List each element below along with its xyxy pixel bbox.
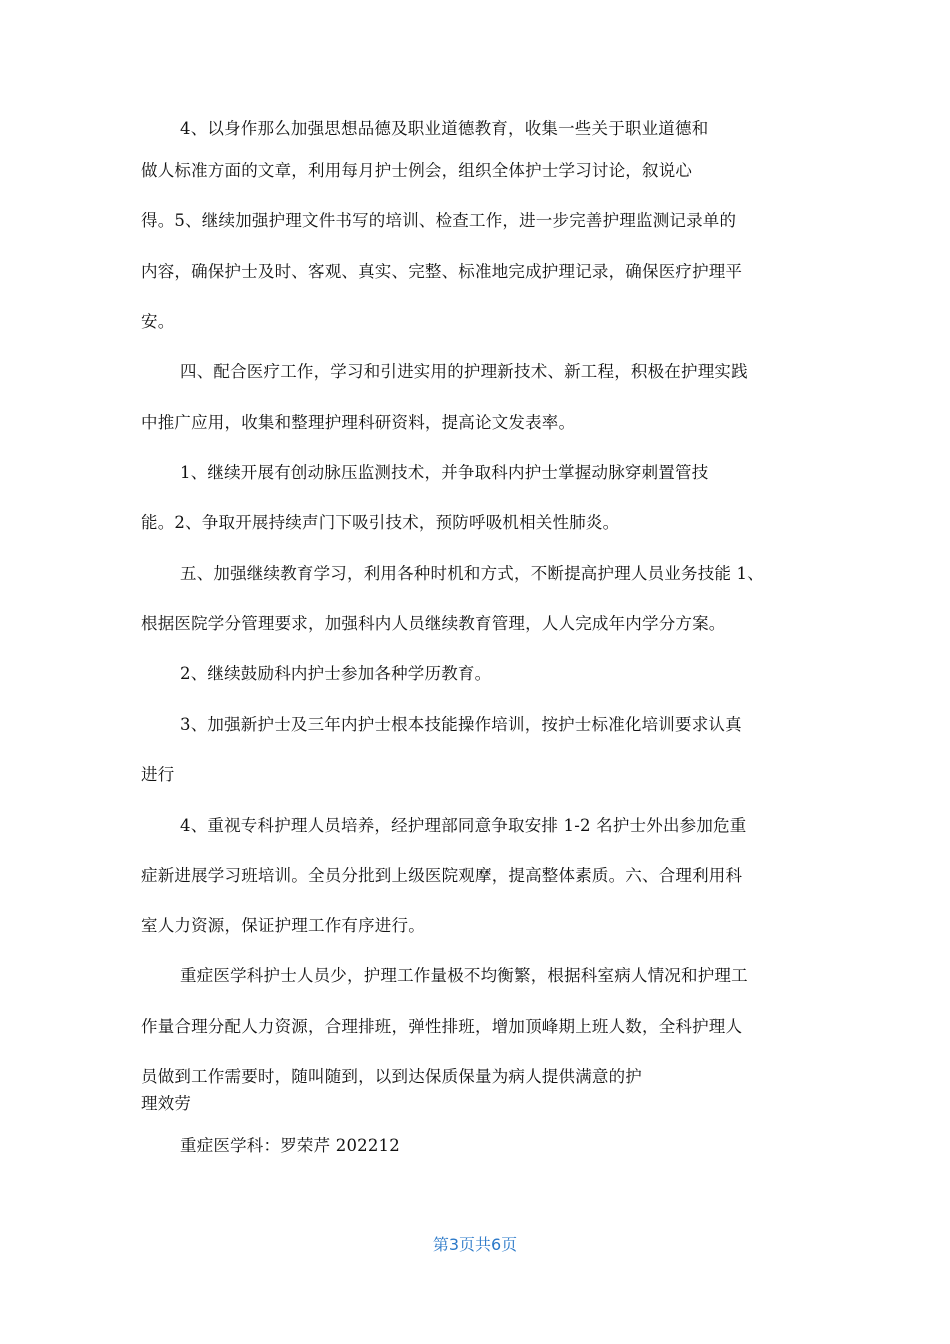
paragraph-line: 作量合理分配人力资源，合理排班，弹性排班，增加顶峰期上班人数，全科护理人	[141, 1017, 743, 1036]
signature-line: 重症医学科：罗荣芹 202212	[180, 1136, 400, 1155]
paragraph-line: 室人力资源，保证护理工作有序进行。	[141, 916, 425, 935]
paragraph-line: 重症医学科护士人员少，护理工作量极不均衡繁，根据科室病人情况和护理工	[180, 966, 748, 985]
paragraph-line: 员做到工作需要时，随叫随到，以到达保质保量为病人提供满意的护	[141, 1067, 642, 1086]
paragraph-line: 根据医院学分管理要求，加强科内人员继续教育管理，人人完成年内学分方案。	[141, 614, 726, 633]
paragraph-line: 症新进展学习班培训。全员分批到上级医院观摩，提高整体素质。六、合理利用科	[141, 866, 743, 885]
paragraph-line: 进行	[141, 765, 175, 784]
paragraph-line: 做人标准方面的文章，利用每月护士例会，组织全体护士学习讨论，叙说心	[141, 161, 693, 180]
section-heading-line: 五、加强继续教育学习，利用各种时机和方式，不断提高护理人员业务技能 1、	[180, 564, 764, 583]
paragraph-line: 理效劳	[141, 1094, 192, 1113]
paragraph-line: 4、以身作那么加强思想品德及职业道德教育，收集一些关于职业道德和	[180, 119, 709, 138]
page-number: 第3页共6页	[432, 1235, 518, 1254]
paragraph-line: 内容，确保护士及时、客观、真实、完整、标准地完成护理记录，确保医疗护理平	[141, 262, 743, 281]
paragraph-line: 3、加强新护士及三年内护士根本技能操作培训，按护士标准化培训要求认真	[180, 715, 742, 734]
paragraph-line: 中推广应用，收集和整理护理科研资料，提高论文发表率。	[141, 413, 576, 432]
paragraph-line: 1、继续开展有创动脉压监测技术，并争取科内护士掌握动脉穿刺置管技	[180, 463, 709, 482]
paragraph-line: 得。5、继续加强护理文件书写的培训、检查工作，进一步完善护理监测记录单的	[141, 211, 737, 230]
section-heading-line: 四、配合医疗工作，学习和引进实用的护理新技术、新工程，积极在护理实践	[180, 362, 748, 381]
paragraph-line: 4、重视专科护理人员培养，经护理部同意争取安排 1-2 名护士外出参加危重	[180, 816, 747, 835]
paragraph-line: 安。	[141, 312, 175, 331]
paragraph-line: 能。2、争取开展持续声门下吸引技术，预防呼吸机相关性肺炎。	[141, 513, 620, 532]
paragraph-line: 2、继续鼓励科内护士参加各种学历教育。	[180, 664, 492, 683]
